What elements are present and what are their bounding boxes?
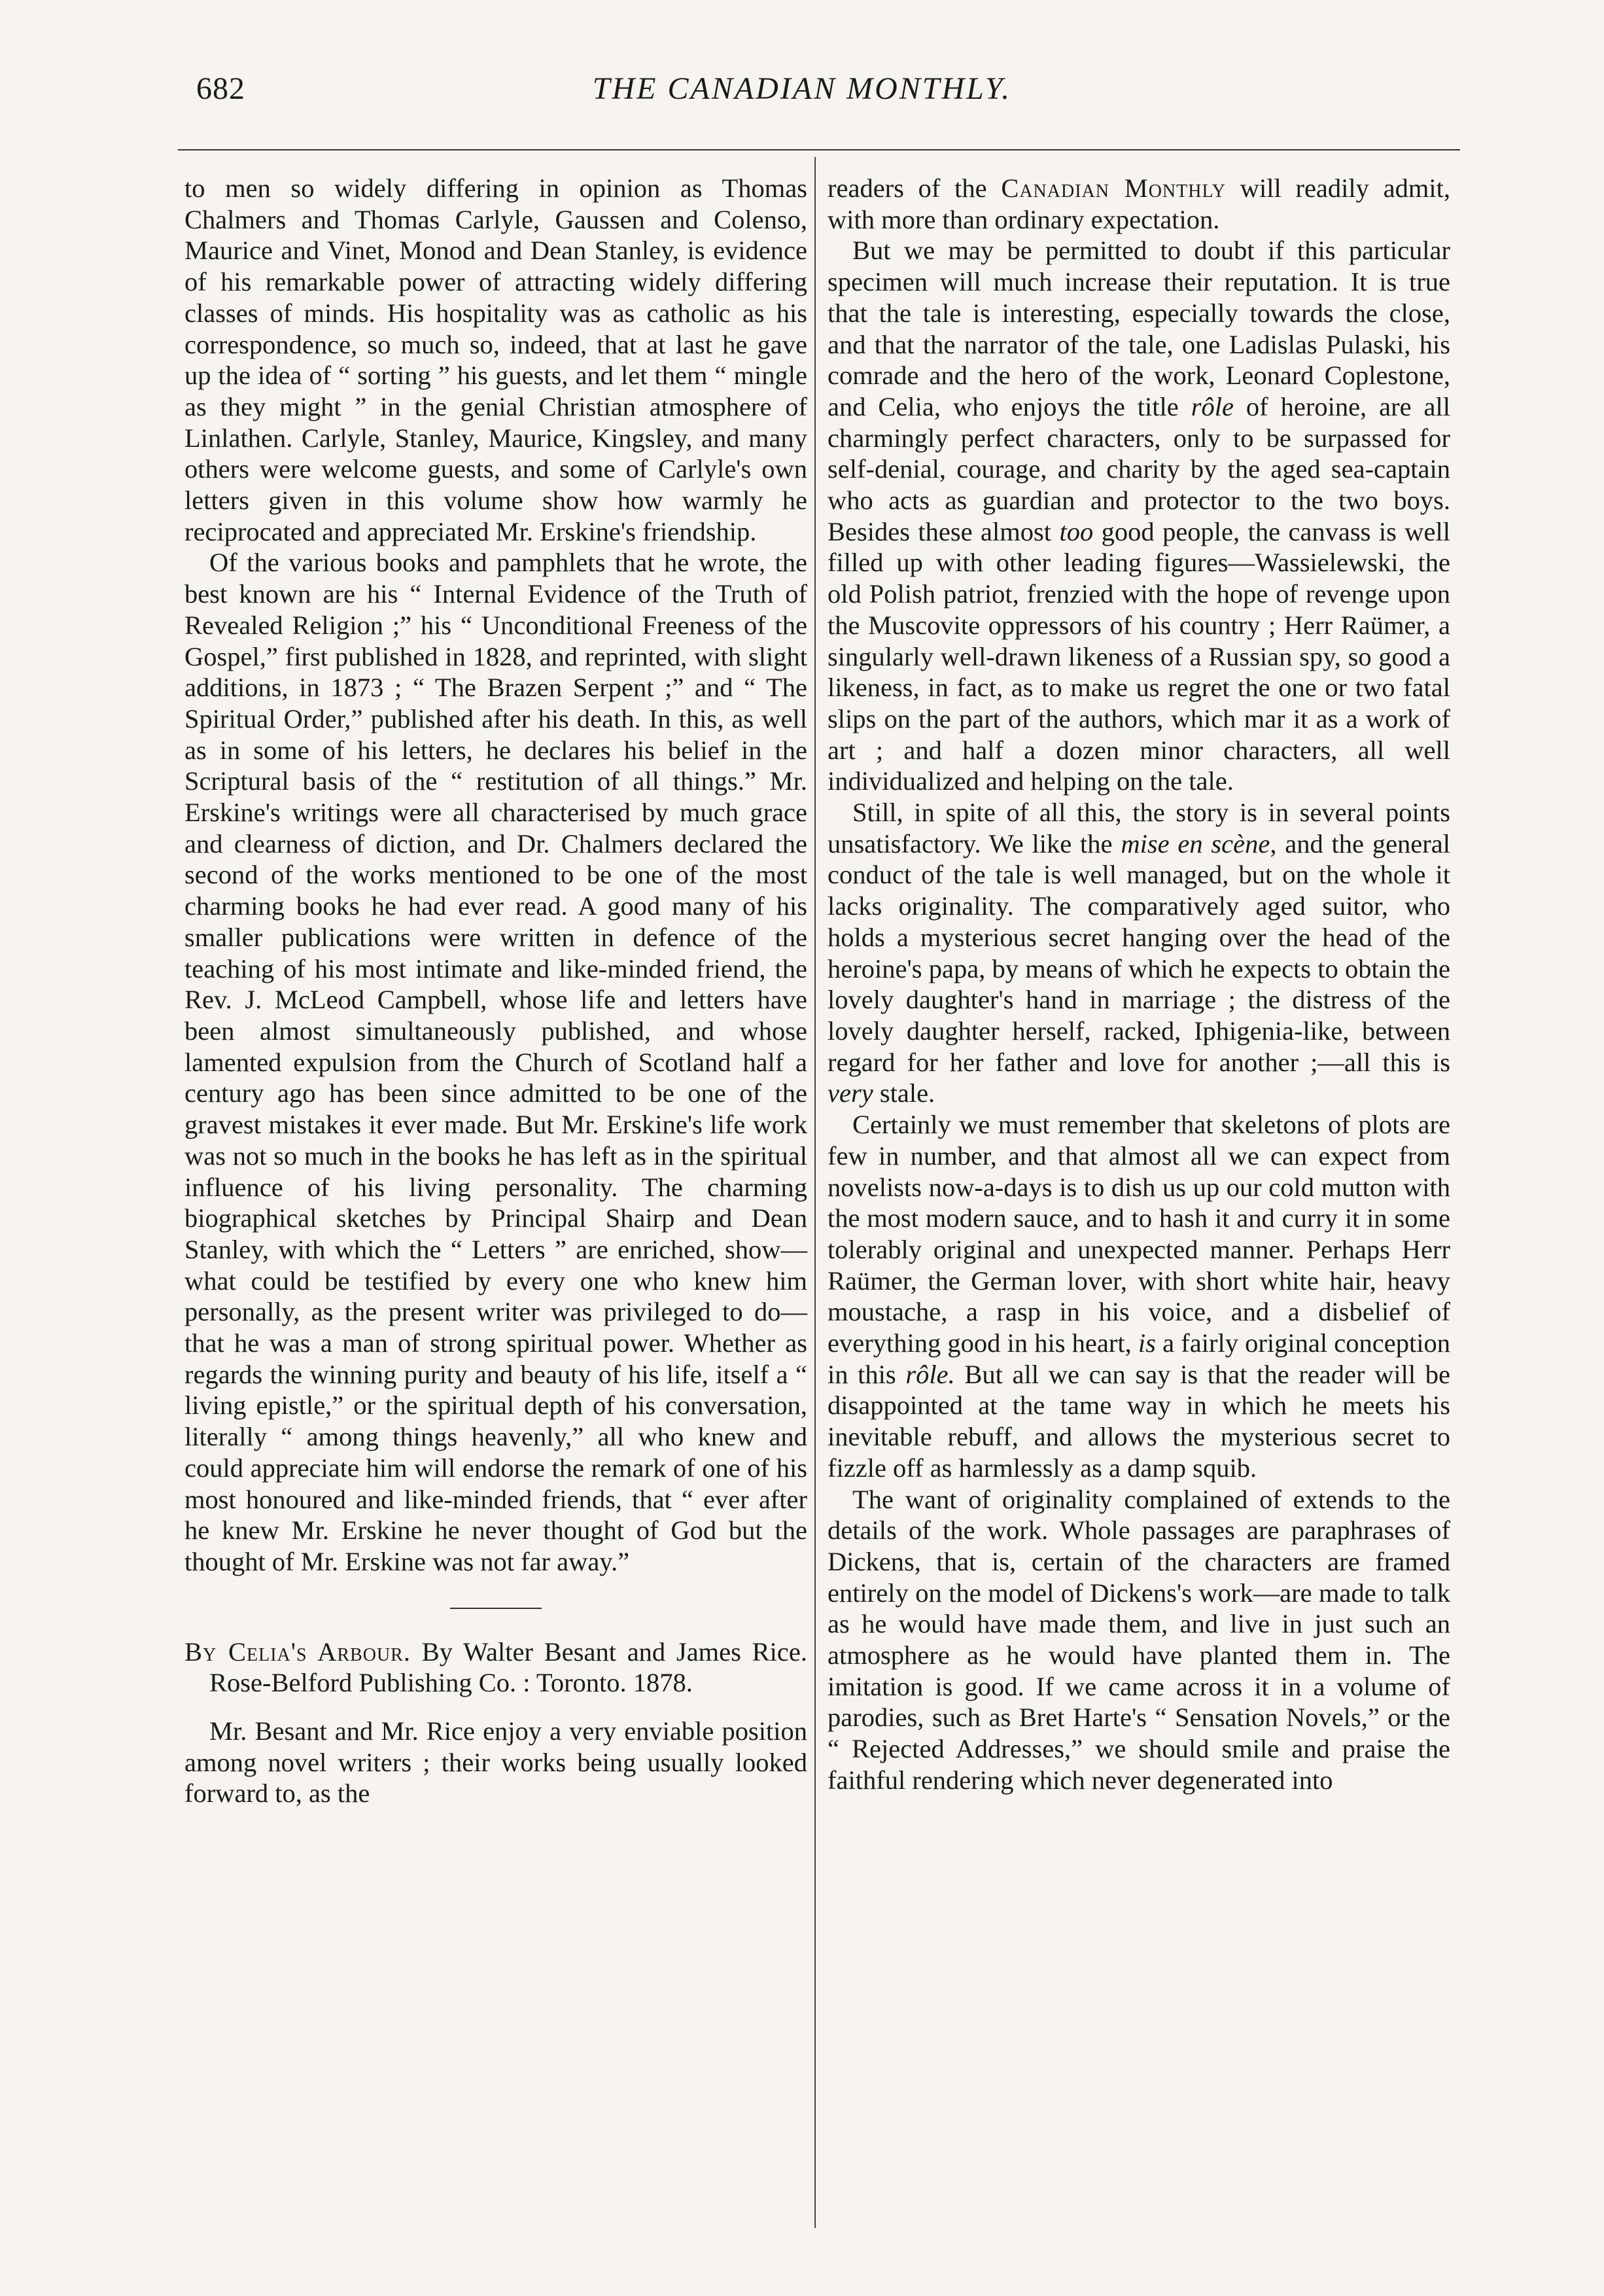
text-run: good people, the canvass is well filled up with other leading figures—Wassielewski, the old Polish patriot, frenzied with the hope of revenge upon the Muscovite oppressors of his country ; Herr Raümer, a singularly well-drawn likeness of a Russian spy, so good a likeness, in fact, as to make us regret the one or two fatal slips on the part of the authors, which mar it as a work of art ; and half a dozen minor characters, all well individualized and helping on the tale. (828, 516, 1451, 796)
italic-text: rôle (1191, 391, 1234, 421)
paragraph: Mr. Besant and Mr. Rice enjoy a very enviable position among novel writers ; their works being usually looked forward to, as the (184, 1716, 807, 1809)
paragraph: The want of originality complained of extends to the details of the work. Whole passages are paraphrases of Dickens, that is, certain of the characters are framed entirely on the model of Dickens's work—are made to talk as he would have made them, and live in just such an atmosphere as he would have planted them in. The imitation is good. If we came across it in a volume of parodies, such as Bret Harte's “ Sensation Novels,” or the “ Rejected Addresses,” we should smile and praise the faithful rendering which never degenerated into (828, 1484, 1450, 1795)
text-run: a fairly original conception in this (828, 1328, 1450, 1389)
text-run: But all we can say is that the reader will be disappointed at the tame way in which he meets his inevitable rebuff, and allows the mysterious secret to fizzle off as harmlessly as a damp squib. (828, 1359, 1450, 1483)
running-head: THE CANADIAN MONTHLY. (592, 71, 1012, 106)
text-run: Certainly we must remember that skeletons of plots are few in number, and that almost all we can expect from novelists now-a-days is to dish us up our cold mutton with the most modern sauce, and to hash it and curry it in some tolerably original and unexpected manner. Perhaps Herr Raümer, the German lover, with short white hair, heavy moustache, a rasp in his voice, and a disbelief of everything good in his heart, (828, 1110, 1450, 1358)
paragraph: to men so widely differing in opinion as Thomas Chalmers and Thomas Carlyle, Gaussen and Colenso, Maurice and Vinet, Monod and Dean Stanley, is evidence of his remarkable power of attracting widely differing classes of minds. His hospitality was as catholic as his correspondence, so much so, indeed, that at last he gave up the idea of “ sorting ” his guests, and let them “ mingle as they might ” in the genial Christian atmosphere of Linlathen. Carlyle, Stanley, Maurice, Kingsley, and many others were welcome guests, and some of Carlyle's own letters given in this volume show how warmly he reciprocated and appreciated Mr. Erskine's friendship. (184, 173, 807, 546)
book-details: By Walter Besant and James Rice. Rose-Belford Publishing Co. : Toronto. 1878. (209, 1636, 807, 1698)
text-run: readers of the (828, 173, 1002, 203)
column-divider (814, 157, 816, 2228)
italic-text: mise en scène (1121, 828, 1270, 858)
text-run: stale. (873, 1078, 935, 1108)
left-column (184, 173, 807, 1809)
text-run: Still, in spite of all this, the story is in several points unsatisfactory. We like the (828, 798, 1450, 858)
book-review-heading (184, 1636, 807, 1699)
magazine-name: Canadian Monthly (1001, 173, 1226, 203)
paragraph (828, 1109, 1450, 1483)
paragraph (828, 797, 1450, 1109)
page-number: 682 (196, 71, 245, 106)
text-run: But we may be permitted to doubt if this particular specimen will much increase their reputation. It is true that the tale is interesting, especially towards the close, and that the narrator of the tale, one Ladislas Pulaski, his comrade and the hero of the work, Leonard Coplestone, and Celia, who enjoys the title (828, 236, 1450, 421)
section-divider (450, 1608, 542, 1609)
italic-text: is (1138, 1328, 1156, 1358)
text-run: of heroine, are all charmingly perfect characters, only to be surpassed for self-denial, courage, and charity by the aged sea-captain who acts as guardian and protector to the two boys. Besides these almost (828, 391, 1450, 546)
italic-text: very (828, 1078, 873, 1108)
italic-text: rôle. (905, 1359, 955, 1389)
right-column (828, 173, 1450, 1796)
text-run: will readily admit, with more than ordinary expectation. (828, 173, 1450, 234)
header-rule (178, 149, 1460, 150)
paragraph (828, 235, 1450, 797)
text-run: , and the general conduct of the tale is well managed, but on the whole it lacks originality. The comparatively aged suitor, who holds a mysterious secret hanging over the head of the heroine's papa, by means of which he expects to obtain the lovely daughter's hand in marriage ; the distress of the lovely daughter herself, racked, Iphigenia-like, between regard for her father and love for another ;—all this is (828, 828, 1450, 1077)
book-title: By Celia's Arbour. (184, 1636, 411, 1667)
paragraph (828, 173, 1450, 235)
paragraph: Of the various books and pamphlets that he wrote, the best known are his “ Internal Evidence of the Truth of Revealed Religion ;” his “ Unconditional Freeness of the Gospel,” first published in 1828, and reprinted, with slight additions, in 1873 ; “ The Brazen Serpent ;” and “ The Spiritual Order,” published after his death. In this, as well as in some of his letters, he declares his belief in the Scriptural basis of the “ restitution of all things.” Mr. Erskine's writings were all characterised by much grace and clearness of diction, and Dr. Chalmers declared the second of the works mentioned to be one of the most charming books he had ever read. A good many of his smaller publications were written in defence of the teaching of his most intimate and like-minded friend, the Rev. J. McLeod Campbell, whose life and letters have been almost simultaneously published, and whose lamented expulsion from the Church of Scotland half a century ago has been since admitted to be one of the gravest mistakes it ever made. But Mr. Erskine's life work was not so much in the books he has left as in the spiritual influence of his living personality. The charming biographical sketches by Principal Shairp and Dean Stanley, with which the “ Letters ” are enriched, show—what could be testified by every one who knew him personally, as the present writer was privileged to do—that he was a man of strong spiritual power. Whether as regards the winning purity and beauty of his life, itself a “ living epistle,” or the spiritual depth of his conversation, literally “ among things heavenly,” all who knew and could appreciate him will endorse the remark of one of his most honoured and like-minded friends, that “ ever after he knew Mr. Erskine he never thought of God but the thought of Mr. Erskine was not far away.” (184, 548, 807, 1576)
italic-text: too (1059, 516, 1094, 546)
